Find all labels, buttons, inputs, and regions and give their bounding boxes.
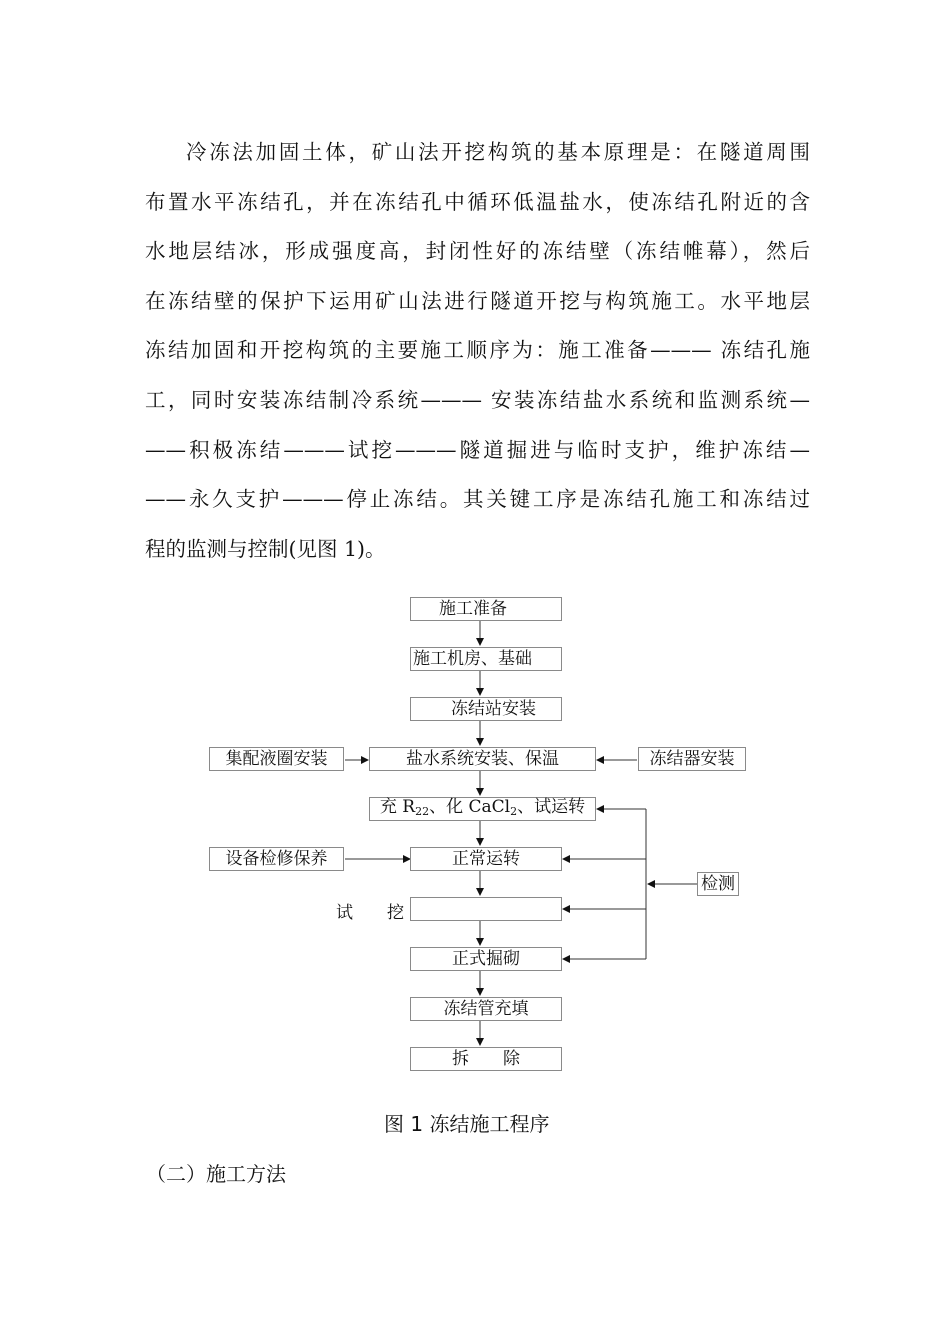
- step-station-label: 冻结站安装: [451, 699, 536, 719]
- step-fill-label: 冻结管充填: [443, 999, 529, 1019]
- step-normal-box: [410, 847, 562, 871]
- side-monitor-label: 检测: [701, 874, 735, 894]
- step-room-label: 施工机房、基础: [413, 649, 532, 669]
- paragraph-line: ——永久支护———停止冻结。其关键工序是冻结孔施工和冻结过: [145, 487, 810, 512]
- side-freezer-box: [638, 747, 746, 771]
- paragraph-line: 布置水平冻结孔，并在冻结孔中循环低温盐水，使冻结孔附近的含: [145, 189, 810, 214]
- step-trial-label: 试 挖: [336, 903, 404, 923]
- step-room-box: [410, 647, 562, 671]
- step-formal-label: 正式掘砌: [452, 949, 520, 969]
- side-manifold-box: [209, 747, 344, 771]
- side-maintenance-box: [209, 847, 344, 871]
- side-monitor-box: [697, 872, 739, 896]
- paragraph-line: 水地层结冰，形成强度高，封闭性好的冻结壁（冻结帷幕），然后: [145, 239, 810, 264]
- step-charge-label: 充 $R_{22}$、化 CaCl$_2$、试运转: [379, 796, 586, 818]
- step-station-box: [410, 697, 562, 721]
- step-trial-box: [410, 897, 562, 921]
- figure-caption: 图 1 冻结施工程序: [384, 1112, 550, 1136]
- paragraph-line: 冷冻法加固土体，矿山法开挖构筑的基本原理是：在隧道周围: [186, 140, 810, 164]
- step-brine-box: [369, 747, 596, 771]
- step-prep-box: [410, 597, 562, 621]
- step-formal-box: [410, 947, 562, 971]
- step-prep-label: 施工准备: [439, 599, 507, 619]
- paragraph-line: 工，同时安装冻结制冷系统——— 安装冻结盐水系统和监测系统—: [145, 387, 810, 412]
- step-remove-label: 拆 除: [452, 1049, 520, 1069]
- step-normal-label: 正常运转: [452, 849, 520, 869]
- paragraph-line: 冻结加固和开挖构筑的主要施工顺序为：施工准备——— 冻结孔施: [145, 338, 810, 363]
- step-remove-box: [410, 1047, 562, 1071]
- paragraph-line: 在冻结壁的保护下运用矿山法进行隧道开挖与构筑施工。水平地层: [145, 288, 810, 313]
- paragraph-line: 程的监测与控制(见图 1)。: [145, 536, 386, 561]
- paragraph-line: ——积极冻结———试挖———隧道掘进与临时支护，维护冻结—: [145, 437, 810, 462]
- section-heading: （二）施工方法: [146, 1162, 286, 1186]
- step-charge-box: [369, 797, 596, 821]
- side-manifold-label: 集配液圈安装: [225, 749, 328, 769]
- step-brine-label: 盐水系统安装、保温: [406, 749, 559, 769]
- side-freezer-label: 冻结器安装: [649, 749, 735, 769]
- step-fill-box: [410, 997, 562, 1021]
- side-maintenance-label: 设备检修保养: [225, 849, 328, 869]
